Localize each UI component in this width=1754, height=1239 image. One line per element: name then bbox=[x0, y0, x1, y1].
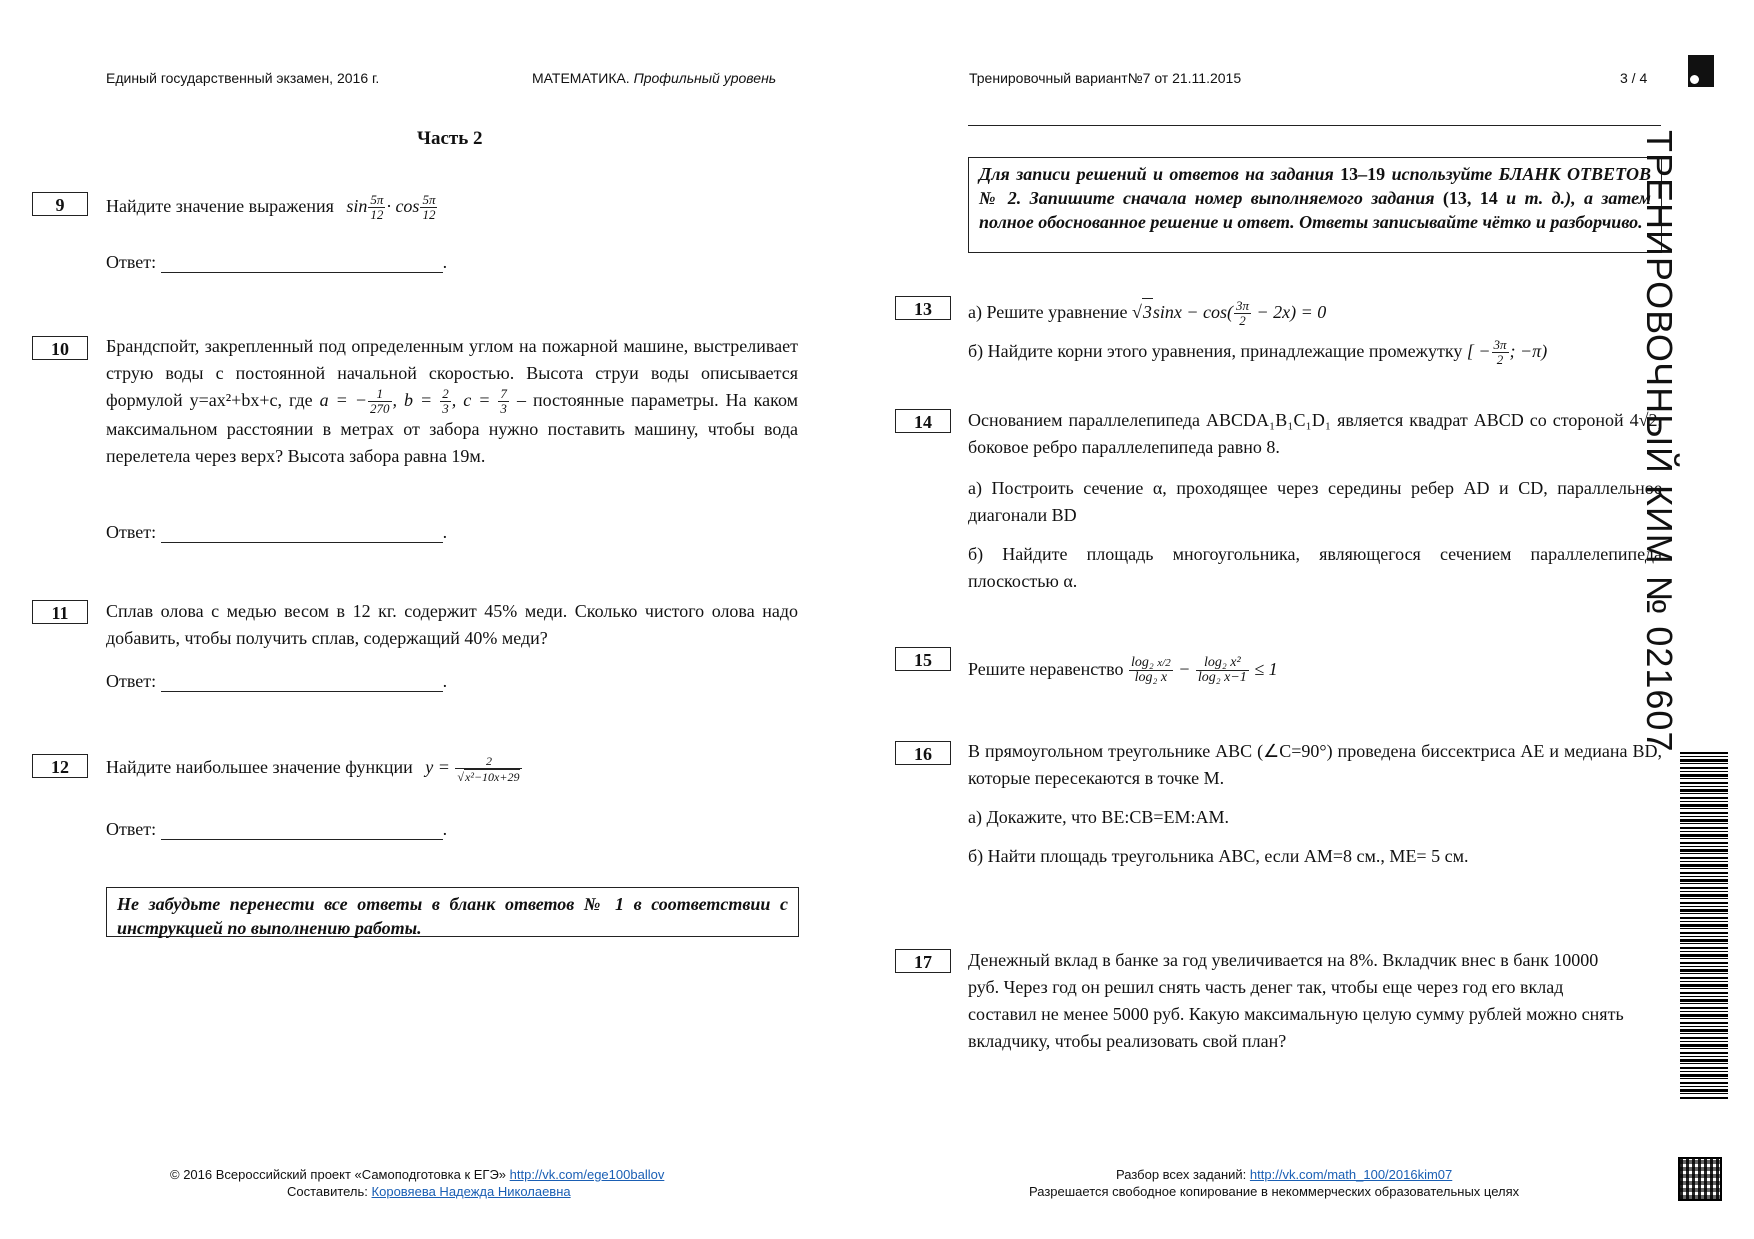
task-15-text: Решите неравенство $\frac{\text{log₂ x/2}}{\text{log₂ x}}$ − $\frac{\text{log₂ x²}}{\text{log₂ x−1}}$ ≤ 1 bbox=[968, 655, 1278, 686]
footer-copyright: © 2016 Всероссийский проект «Самоподготовка к ЕГЭ» http://vk.com/ege100ballov bbox=[170, 1167, 665, 1182]
task-number-15: 15 bbox=[895, 647, 951, 671]
header-subject: МАТЕМАТИКА. Профильный уровень bbox=[532, 70, 777, 86]
header-exam-title: Единый государственный экзамен, 2016 г. bbox=[106, 70, 380, 86]
task-13-interval: [ − $\frac{3\pi}{2}$ ; −π) bbox=[1466, 337, 1548, 368]
side-kim-label: ТРЕНИРОВОЧНЫЙ КИМ № 021607 bbox=[1639, 130, 1680, 753]
header-variant: Тренировочный вариант№7 от 21.11.2015 bbox=[969, 70, 1242, 86]
footer-author-link[interactable]: Коровяева Надежда Николаевна bbox=[371, 1184, 571, 1199]
barcode bbox=[1680, 752, 1728, 1100]
task-10-parameters: a = − $\frac{1}{270}$ , b = $\frac{2}{3}$ , c = $\frac{7}{3}$ bbox=[319, 386, 507, 417]
answer-field-10[interactable]: Ответ: . bbox=[106, 522, 448, 542]
qr-code-icon bbox=[1678, 1157, 1722, 1201]
task-16b-text: б) Найти площадь треугольника ABC, если AM=8 см., ME= 5 см. bbox=[968, 846, 1469, 866]
task-16-text: В прямоугольном треугольнике ABC (∠C=90°) проведена биссектриса AE и медиана BD, которые пересекаются в точке M. bbox=[968, 741, 1662, 788]
footer-author: Составитель: Коровяева Надежда Николаевна bbox=[287, 1184, 571, 1199]
header-divider bbox=[968, 125, 1661, 126]
answer-field-11[interactable]: Ответ: . bbox=[106, 671, 448, 691]
task-14-text: Основанием параллелепипеда ABCDA₁B₁C₁D₁ является квадрат ABCD со стороной 4√2, боковое ребро параллелепипеда равно 8. bbox=[968, 410, 1662, 457]
task-13a-text: а) Решите уравнение √3sinx − cos( $\frac{3\pi}{2}$ − 2x) = 0 bbox=[968, 298, 1327, 329]
task-number-13: 13 bbox=[895, 296, 951, 320]
task-12-formula: y = $\frac{2}{\text{√x²−10x+29}}$ bbox=[425, 757, 523, 777]
task-number-14: 14 bbox=[895, 409, 951, 433]
reminder-box: Не забудьте перенести все ответы в бланк ответов № 1 в соответствии с инструкцией по выполнению работы. bbox=[106, 887, 799, 937]
answer-field-12[interactable]: Ответ: . bbox=[106, 819, 448, 839]
task-14a-text: а) Построить сечение α, проходящее через середины ребер AD и CD, параллельное диагонали BD bbox=[968, 478, 1662, 525]
task-9-text: Найдите значение выражения sin $\frac{5\pi}{12}$ · cos $\frac{5\pi}{12}$ bbox=[106, 193, 438, 222]
task-number-17: 17 bbox=[895, 949, 951, 973]
task-12-text: Найдите наибольшее значение функции y = $\frac{2}{\text{√x²−10x+29}}$ bbox=[106, 754, 523, 784]
task-9-formula: sin $\frac{5\pi}{12}$ · cos $\frac{5\pi}{12}$ bbox=[346, 192, 436, 223]
task-13b-text: б) Найдите корни этого уравнения, принадлежащие промежутку [ − $\frac{3\pi}{2}$ ; −π) bbox=[968, 337, 1548, 368]
task-number-9: 9 bbox=[32, 192, 88, 216]
answer-field-9[interactable]: Ответ: . bbox=[106, 252, 448, 272]
task-number-10: 10 bbox=[32, 336, 88, 360]
task-17-text: Денежный вклад в банке за год увеличивается на 8%. Вкладчик внес в банк 10000 руб. Через год он решил снять часть денег так, чтобы еще через год его вклад составил не менее 5000 руб. Какую максимальную целую сумму рублей можно снять вкладчику, чтобы реализовать свой план? bbox=[968, 950, 1624, 1051]
footer-license: Разрешается свободное копирование в некоммерческих образовательных целях bbox=[1029, 1184, 1520, 1199]
task-10-text: Брандспойт, закрепленный под определенным углом на пожарной машине, выстреливает струю воды с постоянной начальной скоростью. Высота струи воды описывается формулой y=ax²+bx+c, где a = − $\frac{1}{270}$ , b = $\frac{2}{3}$ , c = $\frac{7}{3}$ – постоянные параметры. На каком максимальном расстоянии в метрах от забора нужно поставить машину, чтобы вода перелетела через верх? Высота забора равна 19м. bbox=[106, 336, 799, 467]
task-number-12: 12 bbox=[32, 754, 88, 778]
logo-icon bbox=[1688, 55, 1714, 87]
task-11-text: Сплав олова с медью весом в 12 кг. содержит 45% меди. Сколько чистого олова надо добавить, чтобы получить сплав, содержащий 40% меди? bbox=[106, 601, 798, 648]
part-title: Часть 2 bbox=[417, 128, 483, 149]
task-14b-text: б) Найдите площадь многоугольника, являющегося сечением параллелепипеда плоскостью α. bbox=[968, 544, 1662, 591]
task-15-inequality: $\frac{\text{log₂ x/2}}{\text{log₂ x}}$ − $\frac{\text{log₂ x²}}{\text{log₂ x−1}}$ ≤ 1 bbox=[1130, 655, 1278, 686]
header-page-number: 3 / 4 bbox=[1620, 70, 1648, 86]
footer-analysis: Разбор всех заданий: http://vk.com/math_100/2016kim07 bbox=[1116, 1167, 1453, 1182]
footer-analysis-link[interactable]: http://vk.com/math_100/2016kim07 bbox=[1249, 1167, 1453, 1182]
footer-copyright-link[interactable]: http://vk.com/ege100ballov bbox=[509, 1167, 665, 1182]
task-number-11: 11 bbox=[32, 600, 88, 624]
task-16a-text: а) Докажите, что BE:CB=EM:AM. bbox=[968, 807, 1229, 827]
task-number-16: 16 bbox=[895, 741, 951, 765]
task-13-equation: √3sinx − cos( $\frac{3\pi}{2}$ − 2x) = 0 bbox=[1131, 298, 1327, 329]
instruction-box: Для записи решений и ответов на задания 13–19 используйте БЛАНК ОТВЕТОВ № 2. Запишите сначала номер выполняемого задания (13, 14 и т. д.), а затем полное обоснованное решение и ответ. Ответы записывайте чётко и разборчиво. bbox=[968, 157, 1662, 253]
